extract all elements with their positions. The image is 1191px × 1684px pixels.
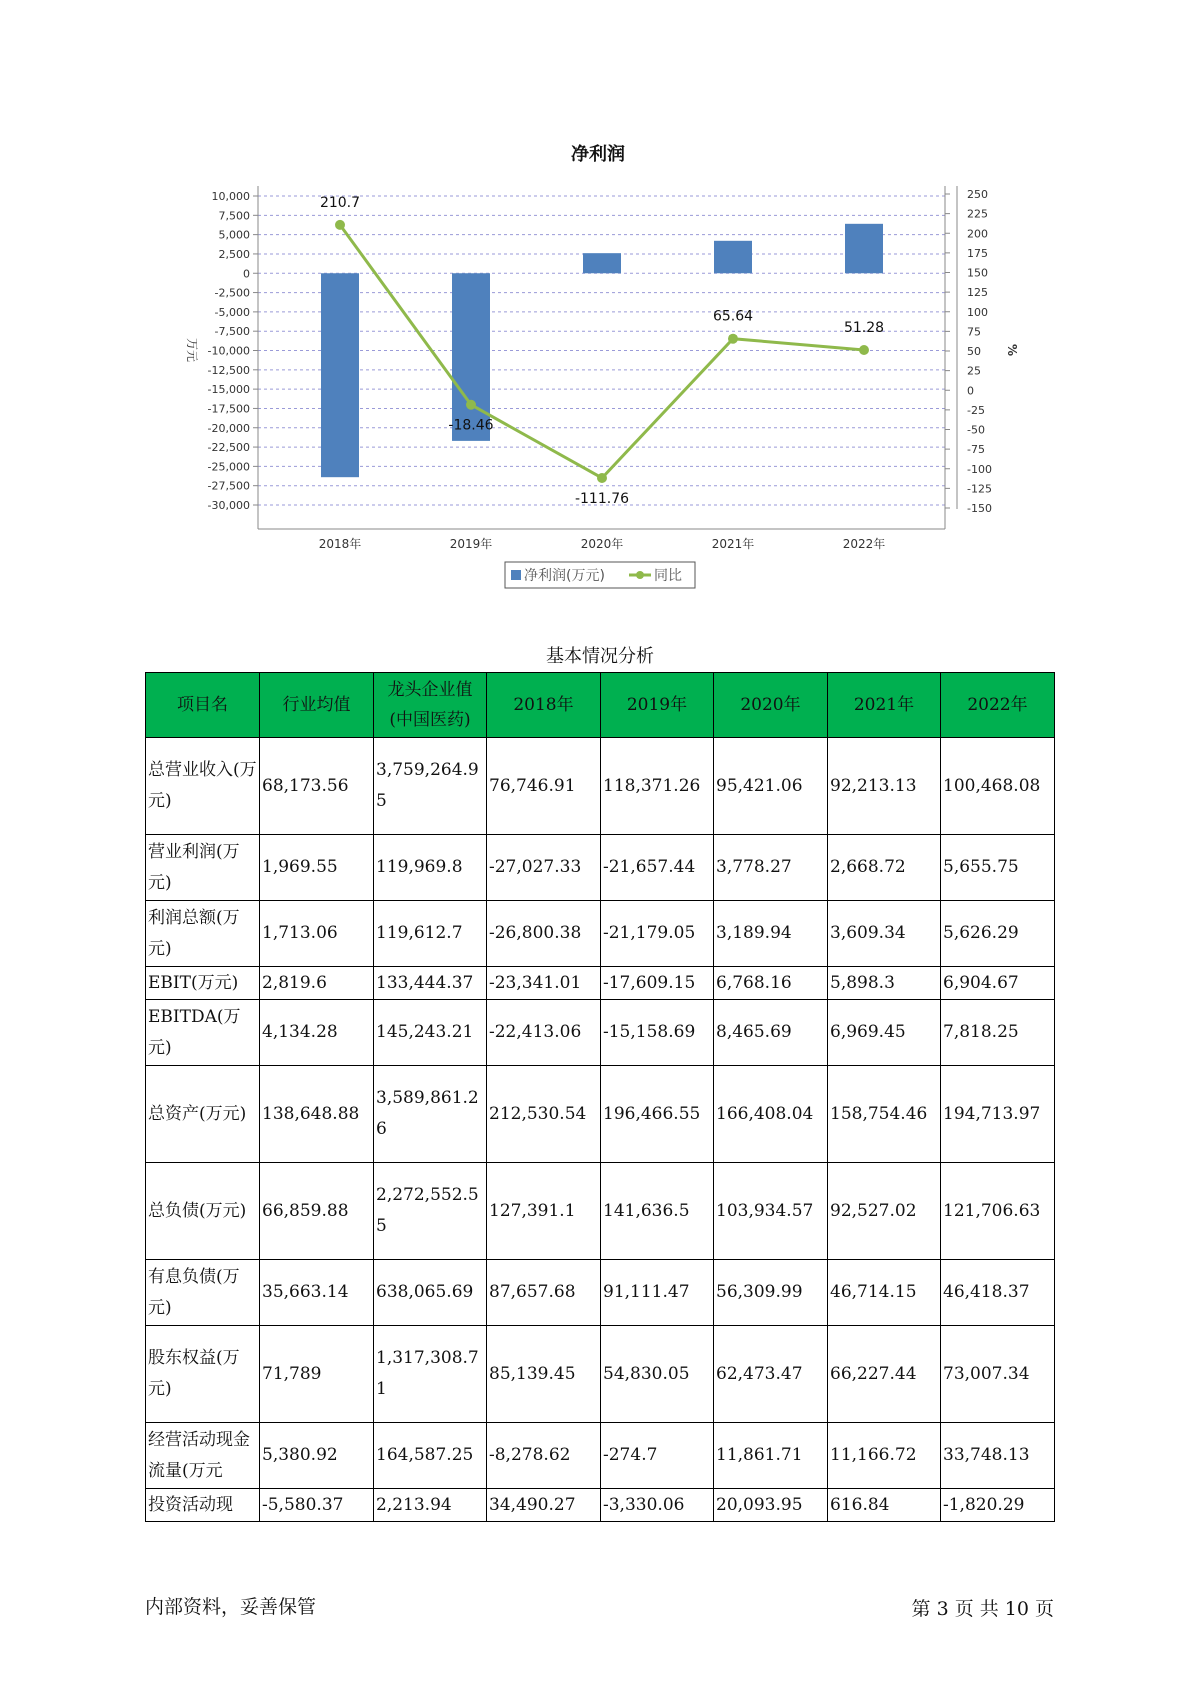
y-tick-label: -17,500: [207, 402, 250, 416]
value-cell: 34,490.27: [487, 1489, 601, 1522]
header-cell: 2020年: [714, 673, 828, 738]
y-tick-label: -12,500: [207, 363, 250, 377]
header-cell: 项目名: [146, 673, 260, 738]
y-tick-label: -7,500: [214, 325, 250, 339]
x-tick-label: 2019年: [449, 537, 493, 551]
row-label-cell: 股东权益(万元): [146, 1326, 260, 1423]
y-tick-label: -2,500: [214, 286, 250, 300]
value-cell: -22,413.06: [487, 1000, 601, 1066]
yoy-point: [859, 345, 869, 355]
value-cell: 6,969.45: [828, 1000, 941, 1066]
y-tick-label: -22,500: [207, 441, 250, 455]
value-cell: 127,391.1: [487, 1163, 601, 1260]
yoy-point: [597, 473, 607, 483]
value-cell: -274.7: [601, 1423, 714, 1489]
yoy-data-label: -18.46: [448, 417, 494, 434]
y-tick-label: -27,500: [207, 479, 250, 493]
value-cell: -23,341.01: [487, 967, 601, 1000]
value-cell: 2,819.6: [260, 967, 374, 1000]
value-cell: 46,418.37: [941, 1260, 1055, 1326]
value-cell: 46,714.15: [828, 1260, 941, 1326]
y2-tick-label: 125: [967, 286, 988, 300]
y2-tick-label: -75: [967, 443, 985, 457]
yoy-point: [466, 400, 476, 410]
value-cell: -1,820.29: [941, 1489, 1055, 1522]
value-cell: 166,408.04: [714, 1066, 828, 1163]
table-row: [146, 1489, 1055, 1522]
x-tick-label: 2020年: [580, 537, 624, 551]
value-cell: 2,272,552.55: [374, 1163, 487, 1260]
y-tick-label: -10,000: [207, 344, 250, 358]
value-cell: 121,706.63: [941, 1163, 1055, 1260]
y-tick-label: -30,000: [207, 499, 250, 512]
y2-tick-label: -50: [967, 423, 985, 437]
value-cell: 3,609.34: [828, 901, 941, 967]
value-cell: 1,317,308.71: [374, 1326, 487, 1423]
value-cell: 71,789: [260, 1326, 374, 1423]
value-cell: 5,655.75: [941, 835, 1055, 901]
table-header-row: [146, 673, 1055, 738]
y2-tick-label: -125: [967, 482, 992, 496]
value-cell: 68,173.56: [260, 738, 374, 835]
y2-tick-label: 25: [967, 364, 981, 378]
header-cell: 2021年: [828, 673, 941, 738]
row-label-cell: EBIT(万元): [146, 967, 260, 1000]
value-cell: 5,898.3: [828, 967, 941, 1000]
value-cell: 73,007.34: [941, 1326, 1055, 1423]
y2-tick-label: 250: [967, 188, 988, 201]
x-tick-label: 2021年: [711, 537, 755, 551]
table-row: [146, 1260, 1055, 1326]
table-row: [146, 1163, 1055, 1260]
value-cell: 7,818.25: [941, 1000, 1055, 1066]
footer-page-number: 第 3 页 共 10 页: [911, 1598, 1054, 1620]
table-row: [146, 1000, 1055, 1066]
bar-net-profit: [321, 273, 359, 477]
net-profit-chart: [0, 0, 1191, 610]
x-tick-label: 2018年: [318, 537, 362, 551]
legend-bar-label: 净利润(万元): [524, 568, 605, 584]
chart-title: 净利润: [571, 144, 625, 165]
value-cell: 20,093.95: [714, 1489, 828, 1522]
y2-tick-label: 50: [967, 345, 981, 358]
yoy-data-label: -111.76: [574, 490, 630, 507]
value-cell: 3,589,861.26: [374, 1066, 487, 1163]
value-cell: 1,969.55: [260, 835, 374, 901]
value-cell: -3,330.06: [601, 1489, 714, 1522]
y2-tick-label: 225: [967, 207, 988, 221]
y-tick-label: 7,500: [218, 209, 250, 223]
value-cell: 158,754.46: [828, 1066, 941, 1163]
value-cell: 138,648.88: [260, 1066, 374, 1163]
value-cell: 2,213.94: [374, 1489, 487, 1522]
value-cell: 85,139.45: [487, 1326, 601, 1423]
value-cell: 141,636.5: [601, 1163, 714, 1260]
bar-net-profit: [452, 273, 490, 441]
header-cell: 龙头企业值(中国医药): [374, 673, 487, 738]
value-cell: 194,713.97: [941, 1066, 1055, 1163]
value-cell: 87,657.68: [487, 1260, 601, 1326]
y2-tick-label: 150: [967, 266, 988, 280]
y2-axis-label: %: [1005, 343, 1019, 357]
value-cell: 119,969.8: [374, 835, 487, 901]
bar-net-profit: [583, 253, 621, 273]
y2-tick-label: 100: [967, 305, 988, 319]
value-cell: 119,612.7: [374, 901, 487, 967]
footer-confidential-note: 内部资料，妥善保管: [145, 1596, 317, 1618]
yoy-point: [335, 220, 345, 230]
value-cell: 6,768.16: [714, 967, 828, 1000]
y2-tick-label: 175: [967, 246, 988, 260]
value-cell: 638,065.69: [374, 1260, 487, 1326]
legend-line-marker: [636, 571, 644, 579]
value-cell: 11,861.71: [714, 1423, 828, 1489]
y-tick-label: 2,500: [218, 247, 250, 261]
value-cell: 66,859.88: [260, 1163, 374, 1260]
row-label-cell: 营业利润(万元): [146, 835, 260, 901]
value-cell: 100,468.08: [941, 738, 1055, 835]
value-cell: 56,309.99: [714, 1260, 828, 1326]
table-row: [146, 901, 1055, 967]
x-tick-label: 2022年: [842, 537, 886, 551]
value-cell: 3,759,264.95: [374, 738, 487, 835]
row-label-cell: 利润总额(万元): [146, 901, 260, 967]
value-cell: 103,934.57: [714, 1163, 828, 1260]
value-cell: 6,904.67: [941, 967, 1055, 1000]
table-row: [146, 1066, 1055, 1163]
row-label-cell: 总资产(万元): [146, 1066, 260, 1163]
y-tick-label: -5,000: [214, 305, 250, 319]
y2-tick-label: -150: [967, 502, 992, 515]
value-cell: -27,027.33: [487, 835, 601, 901]
bar-net-profit: [714, 241, 752, 273]
legend-bar-swatch: [511, 570, 521, 580]
value-cell: 35,663.14: [260, 1260, 374, 1326]
table-row: [146, 738, 1055, 835]
header-cell: 2022年: [941, 673, 1055, 738]
value-cell: 11,166.72: [828, 1423, 941, 1489]
value-cell: 118,371.26: [601, 738, 714, 835]
row-label-cell: EBITDA(万元): [146, 1000, 260, 1066]
y-tick-label: -25,000: [207, 460, 250, 474]
value-cell: 2,668.72: [828, 835, 941, 901]
table-row: [146, 1423, 1055, 1489]
legend-line-label: 同比: [654, 568, 682, 584]
table-caption: 基本情况分析: [546, 646, 654, 667]
table-row: [146, 1326, 1055, 1423]
y-tick-label: -15,000: [207, 383, 250, 397]
value-cell: 54,830.05: [601, 1326, 714, 1423]
value-cell: 91,111.47: [601, 1260, 714, 1326]
value-cell: -21,179.05: [601, 901, 714, 967]
value-cell: 133,444.37: [374, 967, 487, 1000]
value-cell: 95,421.06: [714, 738, 828, 835]
yoy-data-label: 210.7: [319, 194, 361, 211]
header-cell: 2018年: [487, 673, 601, 738]
y-tick-label: 5,000: [218, 228, 250, 242]
row-label-cell: 有息负债(万元): [146, 1260, 260, 1326]
value-cell: 33,748.13: [941, 1423, 1055, 1489]
y2-tick-label: -25: [967, 403, 985, 417]
value-cell: -5,580.37: [260, 1489, 374, 1522]
value-cell: 8,465.69: [714, 1000, 828, 1066]
value-cell: -17,609.15: [601, 967, 714, 1000]
header-cell: 2019年: [601, 673, 714, 738]
value-cell: 5,626.29: [941, 901, 1055, 967]
table-row: [146, 967, 1055, 1000]
row-label-cell: 经营活动现金流量(万元: [146, 1423, 260, 1489]
value-cell: 5,380.92: [260, 1423, 374, 1489]
value-cell: 3,189.94: [714, 901, 828, 967]
y2-tick-label: 75: [967, 325, 981, 339]
value-cell: -21,657.44: [601, 835, 714, 901]
y2-tick-label: 200: [967, 227, 988, 241]
y-axis-label: 万元: [185, 337, 199, 363]
y-tick-label: 10,000: [211, 190, 250, 203]
value-cell: 4,134.28: [260, 1000, 374, 1066]
row-label-cell: 总负债(万元): [146, 1163, 260, 1260]
yoy-data-label: 65.64: [712, 308, 754, 325]
basic-analysis-table: [145, 672, 1055, 1522]
bar-net-profit: [845, 224, 883, 273]
row-label-cell: 总营业收入(万元): [146, 738, 260, 835]
value-cell: 196,466.55: [601, 1066, 714, 1163]
header-cell: 行业均值: [260, 673, 374, 738]
y-tick-label: -20,000: [207, 421, 250, 435]
value-cell: 92,527.02: [828, 1163, 941, 1260]
y2-tick-label: 0: [967, 384, 974, 398]
table-row: [146, 835, 1055, 901]
value-cell: -8,278.62: [487, 1423, 601, 1489]
yoy-data-label: 51.28: [843, 319, 885, 336]
value-cell: 76,746.91: [487, 738, 601, 835]
value-cell: -15,158.69: [601, 1000, 714, 1066]
value-cell: 145,243.21: [374, 1000, 487, 1066]
value-cell: 62,473.47: [714, 1326, 828, 1423]
value-cell: 616.84: [828, 1489, 941, 1522]
row-label-cell: 投资活动现: [146, 1489, 260, 1522]
value-cell: 3,778.27: [714, 835, 828, 901]
value-cell: 212,530.54: [487, 1066, 601, 1163]
yoy-point: [728, 334, 738, 344]
y2-tick-label: -100: [967, 462, 992, 476]
value-cell: 164,587.25: [374, 1423, 487, 1489]
y-tick-label: 0: [243, 267, 250, 281]
value-cell: -26,800.38: [487, 901, 601, 967]
value-cell: 66,227.44: [828, 1326, 941, 1423]
value-cell: 92,213.13: [828, 738, 941, 835]
value-cell: 1,713.06: [260, 901, 374, 967]
